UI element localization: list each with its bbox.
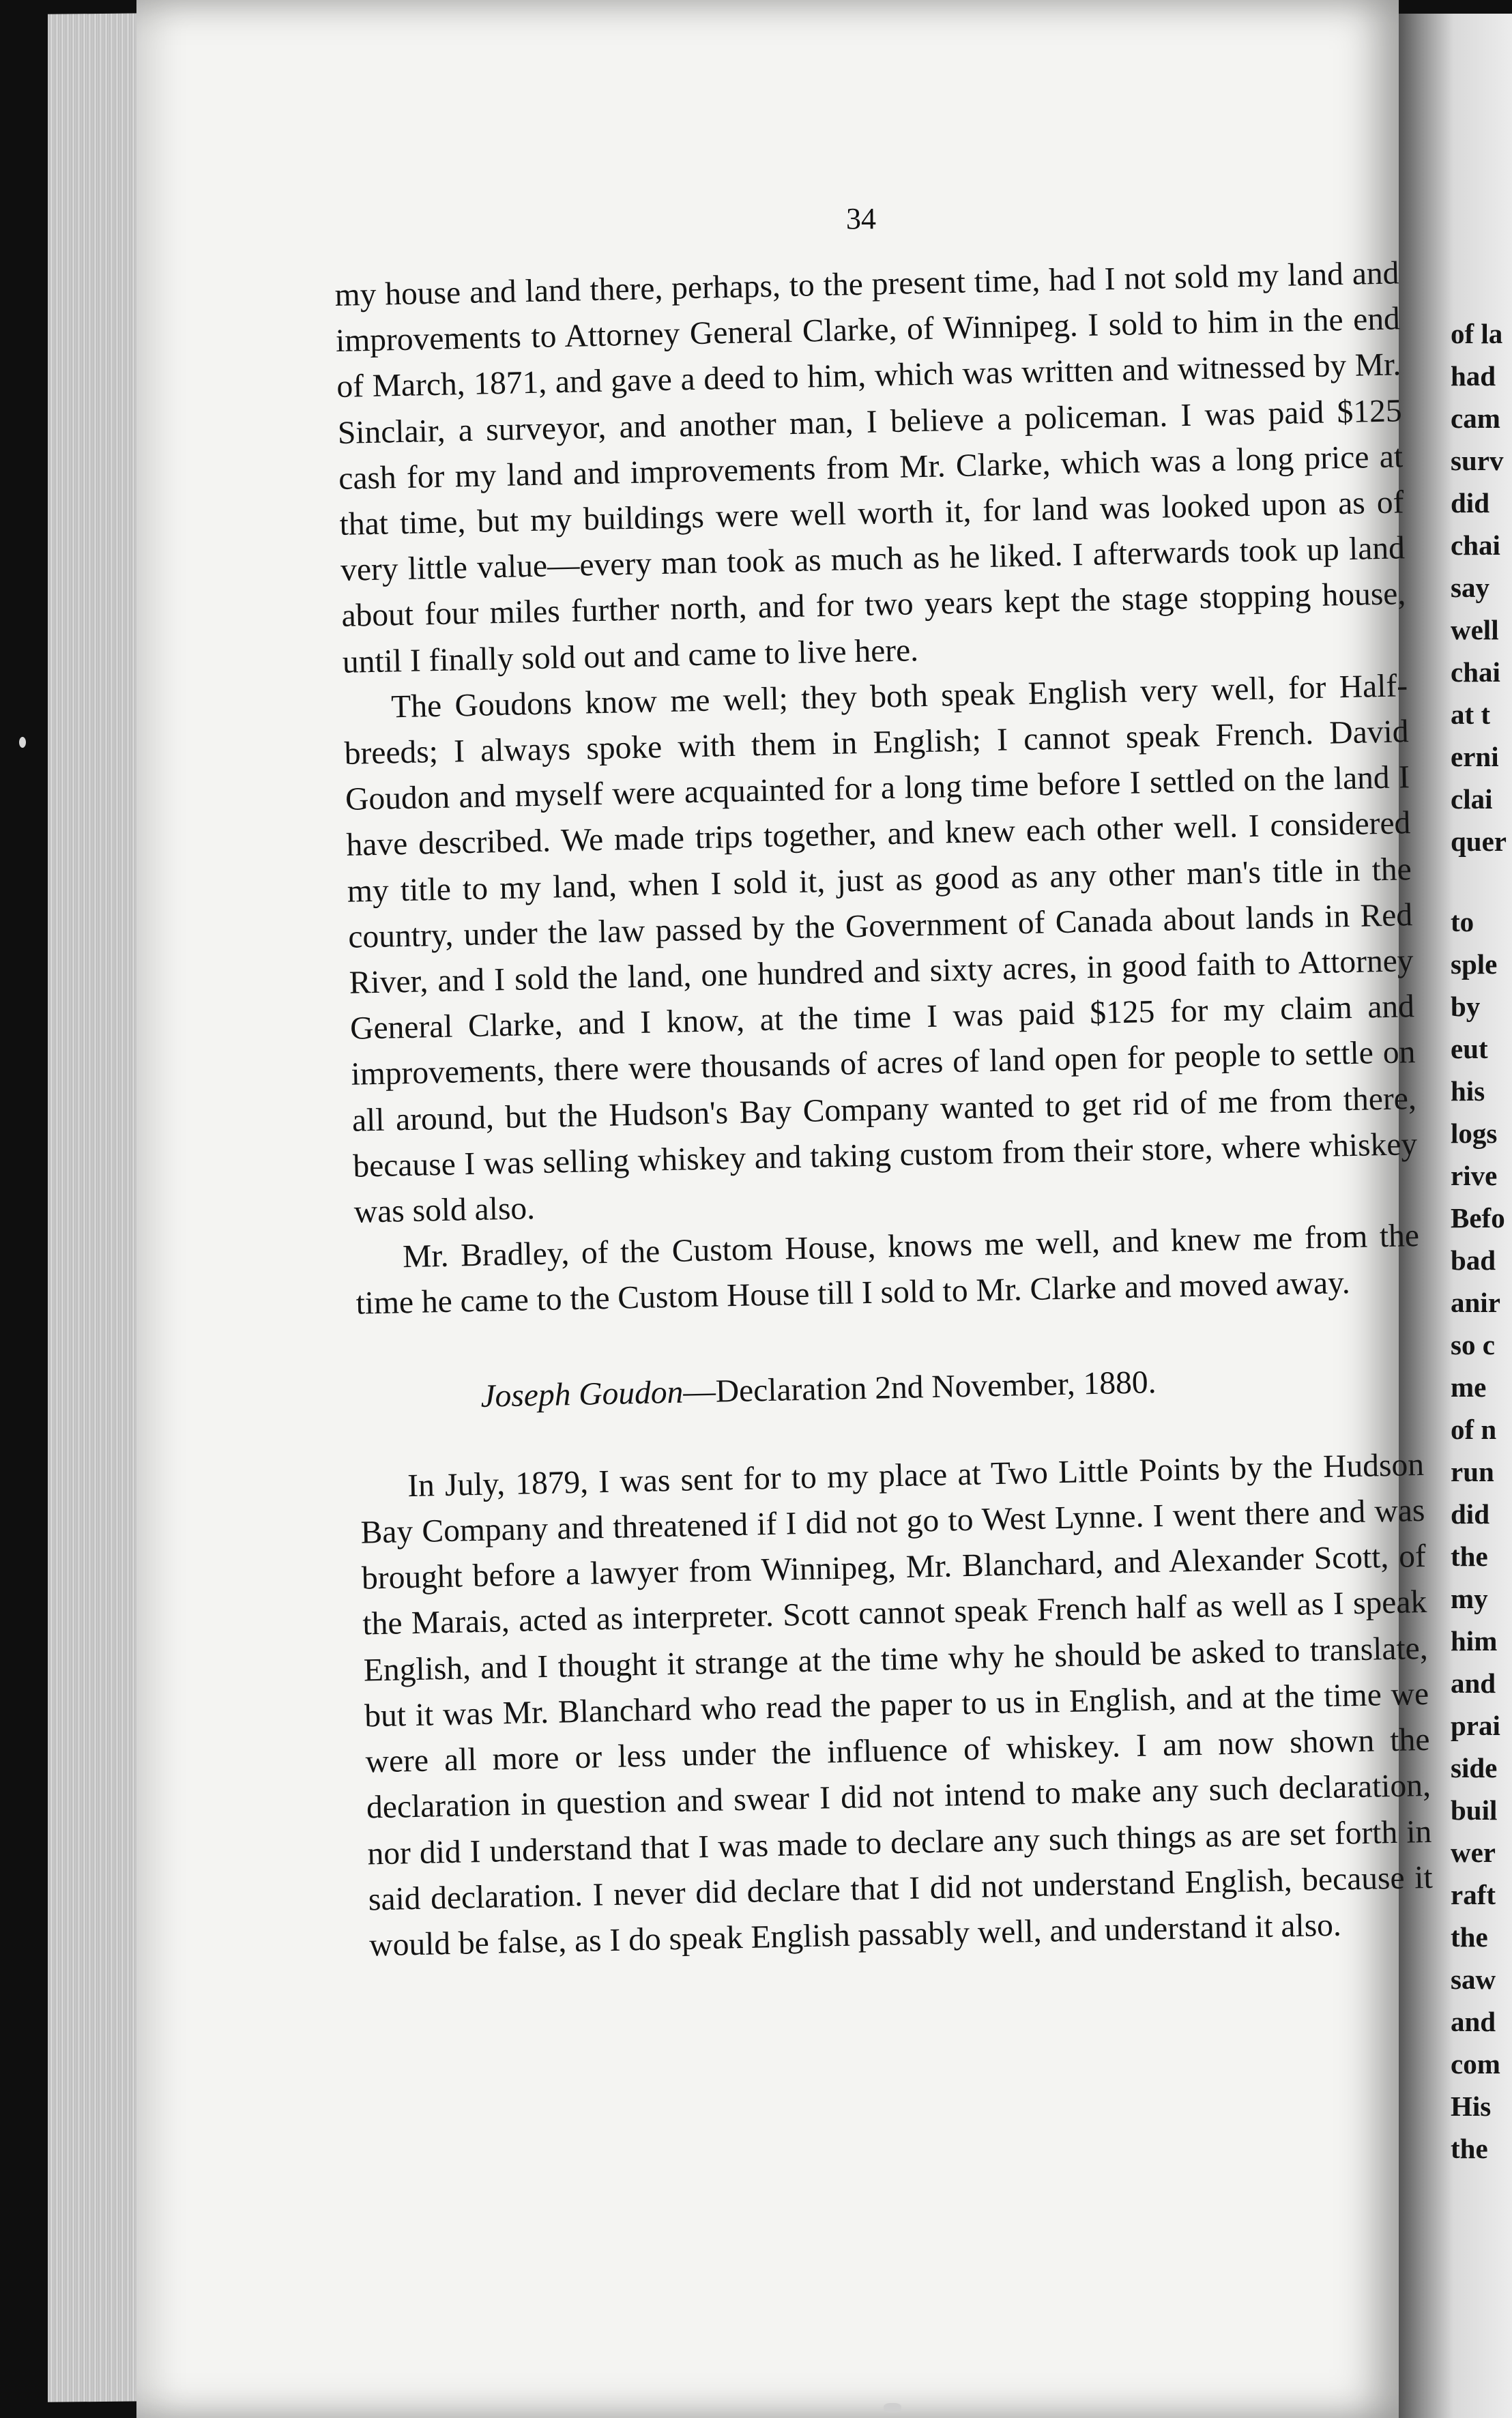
margin-fragment: erni bbox=[1451, 741, 1499, 772]
margin-fragment: did bbox=[1451, 1498, 1489, 1530]
margin-fragment: surv bbox=[1451, 445, 1504, 476]
margin-gap bbox=[1451, 862, 1512, 901]
scan-speck bbox=[19, 737, 26, 748]
paragraph-goudons: The Goudons know me well; they both speak English very well, for Half-breeds; I always spoke with them in English; I cannot speak French. David Goudon and myself were acquainted for a long time before I settled on the land I have described. We made trips together, and knew each other well. I considered my title to my land, when I sold it, just as good as any other man's title in the country, under the law passed by the Government of Canada about lands in Red River, and I sold the land, one hundred and sixty acres, in good faith to Attorney General Clarke, and I know, at the time I was paid $125 for my claim and improvements, there were thousands of acres of land open for people to settle on all around, but the Hudson's Bay Company wanted to get rid of me from there, because I was selling whiskey and taking custom from their store, where whiskey was sold also. bbox=[344, 668, 1418, 1230]
margin-fragment: so c bbox=[1451, 1329, 1495, 1360]
margin-fragment: did bbox=[1451, 487, 1489, 519]
margin-fragment: chai bbox=[1451, 529, 1500, 561]
paragraph-declaration: In July, 1879, I was sent for to my place at Two Little Points by the Hudson Bay Company and threatened if I did not go to West Lynne. I went there and was brought before a lawyer from Winnipeg, Mr. Blanchard, and Alexander Scott, of the Marais, acted as interpreter. Scott cannot speak French half as well as I speak English, and I thought it strange at the time why he should be asked to translate, but it was Mr. Blanchard who read the paper to us in English, and at the time we were all more or less under the influence of whiskey. I am now shown the declaration in question and swear I did not intend to make any such declaration, nor did I understand that I was made to declare any such things as are set forth in said declaration. I never did declare that I did not understand English, because it would be false, as I do speak English passably well, and understand it also. bbox=[360, 1446, 1434, 1964]
margin-fragment: anir bbox=[1451, 1287, 1500, 1318]
margin-fragment: of la bbox=[1451, 318, 1503, 349]
margin-fragment: raft bbox=[1451, 1879, 1496, 1910]
margin-fragment: the bbox=[1451, 1921, 1488, 1953]
margin-fragment: quer bbox=[1451, 826, 1507, 857]
facing-page-text-fragments bbox=[1451, 312, 1512, 2170]
margin-fragment: Befo bbox=[1451, 1202, 1505, 1234]
margin-fragment: saw bbox=[1451, 1964, 1496, 1995]
margin-fragment: bad bbox=[1451, 1244, 1496, 1276]
margin-fragment: chai bbox=[1451, 656, 1500, 688]
margin-fragment: and bbox=[1451, 1667, 1496, 1699]
margin-fragment: rive bbox=[1451, 1160, 1498, 1191]
margin-fragment: com bbox=[1451, 2048, 1500, 2080]
margin-fragment: the bbox=[1451, 2133, 1488, 2164]
margin-fragment: me bbox=[1451, 1371, 1487, 1403]
margin-fragment: His bbox=[1451, 2091, 1492, 2122]
margin-fragment: sple bbox=[1451, 948, 1498, 980]
book-page-edges bbox=[48, 13, 150, 2402]
margin-fragment: side bbox=[1451, 1752, 1498, 1783]
margin-fragment: by bbox=[1451, 991, 1481, 1022]
margin-fragment: run bbox=[1451, 1456, 1494, 1487]
margin-fragment: his bbox=[1451, 1075, 1485, 1107]
declaration-date: —Declaration 2nd November, 1880. bbox=[682, 1364, 1157, 1410]
declarant-name: Joseph Goudon bbox=[480, 1374, 684, 1414]
page-body-text bbox=[334, 250, 1434, 1968]
margin-fragment: at t bbox=[1451, 699, 1491, 730]
margin-fragment: eut bbox=[1451, 1033, 1488, 1064]
margin-fragment: to bbox=[1451, 906, 1474, 937]
paragraph-continued: my house and land there, perhaps, to the present time, had I not sold my land and improvements to Attorney General Clarke, of Winnipeg. I sold to him in the end of March, 1871, and gave a deed to him, which was written and witnessed by Mr. Sinclair, a surveyor, and another man, I believe a policeman. I was paid $125 cash for my land and improvements from Mr. Clarke, which was a long price at that time, but my buildings were well worth it, for land was looked upon as of very little value—every man took as much as he liked. I afterwards took up land about four miles further north, and for two years kept the stage stopping house, until I finally sold out and came to live here. bbox=[334, 255, 1406, 680]
declaration-heading bbox=[358, 1354, 1423, 1423]
margin-fragment: prai bbox=[1451, 1710, 1500, 1741]
margin-fragment: wer bbox=[1451, 1837, 1496, 1868]
margin-fragment: the bbox=[1451, 1541, 1488, 1572]
margin-fragment: of n bbox=[1451, 1414, 1497, 1445]
margin-fragment: him bbox=[1451, 1625, 1498, 1657]
margin-fragment: logs bbox=[1451, 1118, 1498, 1149]
margin-fragment: say bbox=[1451, 572, 1489, 603]
paragraph-bradley: Mr. Bradley, of the Custom House, knows me well, and knew me from the time he came to the Custom House till I sold to Mr. Clarke and moved away. bbox=[355, 1218, 1420, 1322]
margin-fragment: had bbox=[1451, 360, 1496, 392]
margin-fragment: buil bbox=[1451, 1794, 1498, 1826]
page-number: 34 bbox=[846, 202, 876, 235]
margin-fragment: and bbox=[1451, 2006, 1496, 2037]
margin-fragment: cam bbox=[1451, 403, 1500, 434]
scan-speck bbox=[884, 2403, 901, 2413]
margin-fragment: clai bbox=[1451, 783, 1493, 815]
margin-fragment: well bbox=[1451, 614, 1499, 645]
margin-fragment: my bbox=[1451, 1583, 1488, 1614]
